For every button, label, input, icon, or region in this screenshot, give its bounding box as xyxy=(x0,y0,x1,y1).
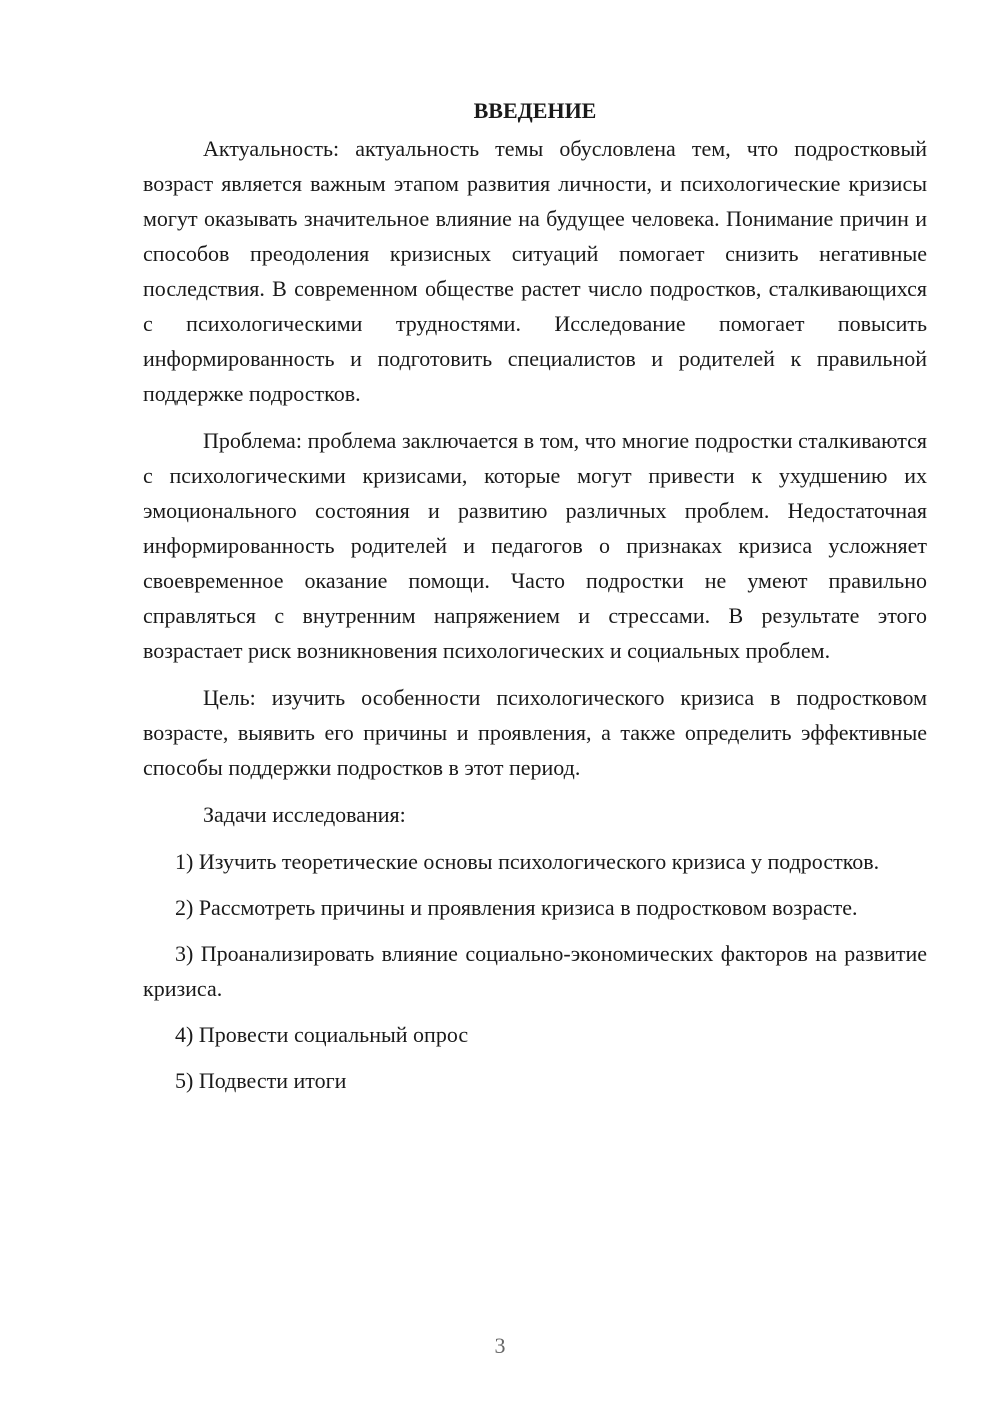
task-item-4: 4) Провести социальный опрос xyxy=(175,1022,469,1047)
document-page xyxy=(143,96,927,1109)
section-title: ВВЕДЕНИЕ xyxy=(473,98,597,123)
task-item-5: 5) Подвести итоги xyxy=(175,1068,347,1093)
task-item-3: 3) Проанализировать влияние социально-экономических факторов на развитие кризиса. xyxy=(143,941,927,1001)
page-number: 3 xyxy=(494,1333,506,1358)
task-item-1: 1) Изучить теоретические основы психологического кризиса у подростков. xyxy=(175,849,880,874)
task-item-2: 2) Рассмотреть причины и проявления кризиса в подростковом возрасте. xyxy=(175,895,858,920)
paragraph-problem: Проблема: проблема заключается в том, что многие подростки сталкиваются с психологическими кризисами, которые могут привести к ухудшению их эмоционального состояния и развитию различных проблем. Недостаточная информированность родителей и педагогов о признаках кризиса усложняет своевременное оказание помощи. Часто подростки не умеют правильно справляться с внутренним напряжением и стрессами. В результате этого возрастает риск возникновения психологических и социальных проблем. xyxy=(143,428,927,663)
paragraph-relevance: Актуальность: актуальность темы обусловлена тем, что подростковый возраст является важным этапом развития личности, и психологические кризисы могут оказывать значительное влияние на будущее человека. Понимание причин и способов преодоления кризисных ситуаций помогает снизить негативные последствия. В современном обществе растет число подростков, сталкивающихся с психологическими трудностями. Исследование помогает повысить информированность и подготовить специалистов и родителей к правильной поддержке подростков. xyxy=(143,136,927,406)
paragraph-goal: Цель: изучить особенности психологического кризиса в подростковом возрасте, выявить его причины и проявления, а также определить эффективные способы поддержки подростков в этот период. xyxy=(143,685,927,780)
tasks-heading: Задачи исследования: xyxy=(203,802,406,827)
